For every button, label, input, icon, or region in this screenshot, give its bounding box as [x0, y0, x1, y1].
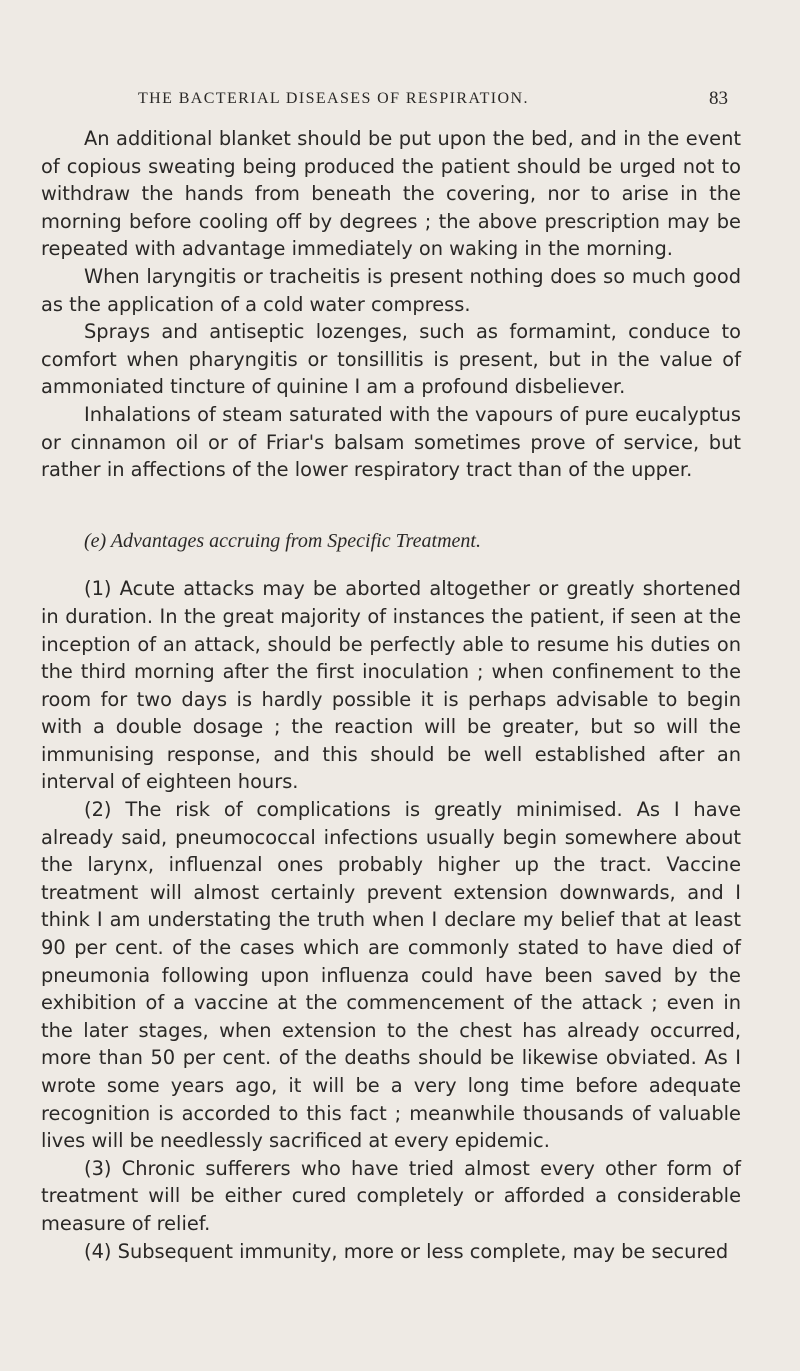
numbered-item: (4) Subsequent immunity, more or less complete, may be secured — [84, 1239, 729, 1263]
numbered-item: (3) Chronic sufferers who have tried almost every other form of treatment will be either cured completely or afforded a considerable measure of relief. — [41, 1156, 741, 1235]
running-title: THE BACTERIAL DISEASES OF RESPIRATION. — [138, 90, 529, 107]
section-heading: (e) Advantages accruing from Specific Treatment. — [84, 529, 481, 552]
paragraph: An additional blanket should be put upon the bed, and in the event of copious sweating being produced the patient should be urged not to withdraw the hands from beneath the covering, nor to arise in the morning before cooling off by degrees ; the above prescription may be repeated with advantage immediately on waking in the morning. — [41, 127, 741, 261]
numbered-item: (1) Acute attacks may be aborted altogether or greatly shortened in duration. In the great majority of instances the patient, if seen at the inception of an attack, should be perfectly able to resume his duties on the third morning after the first inoculation ; when confinement to the room for two days is hardly possible it is perhaps advisable to begin with a double dosage ; the reaction will be greater, but so will the immunising response, and this should be well established after an interval of eighteen hours. — [41, 577, 741, 794]
paragraph: When laryngitis or tracheitis is present nothing does so much good as the application of a cold water compress. — [41, 264, 741, 316]
body-text — [41, 125, 741, 1265]
running-head — [138, 90, 728, 108]
page-number: 83 — [709, 88, 728, 109]
paragraph: Inhalations of steam saturated with the vapours of pure eucalyptus or cinnamon oil or of Friar's balsam sometimes prove of service, but rather in affections of the lower respiratory tract than of the upper. — [41, 402, 741, 482]
paragraph: Sprays and antiseptic lozenges, such as formamint, conduce to comfort when pharyngitis or tonsillitis is present, but in the value of ammoniated tincture of quinine I am a profound disbeliever. — [41, 320, 741, 399]
numbered-item: (2) The risk of complications is greatly minimised. As I have already said, pneumococcal infections usually begin somewhere about the larynx, influenzal ones probably higher up the tract. Vaccine treatment will almost certainly prevent extension downwards, and I think I am understating the truth when I declare my belief that at least 90 per cent. of the cases which are commonly stated to have died of pneumonia following upon influenza could have been saved by the exhibition of a vaccine at the commencement of the attack ; even in the later stages, when extension to the chest has already occurred, more than 50 per cent. of the deaths should be likewise obviated. As I wrote some years ago, it will be a very long time before adequate recognition is accorded to this fact ; meanwhile thousands of valuable lives will be needlessly sacrificed at every epidemic. — [41, 798, 741, 1153]
